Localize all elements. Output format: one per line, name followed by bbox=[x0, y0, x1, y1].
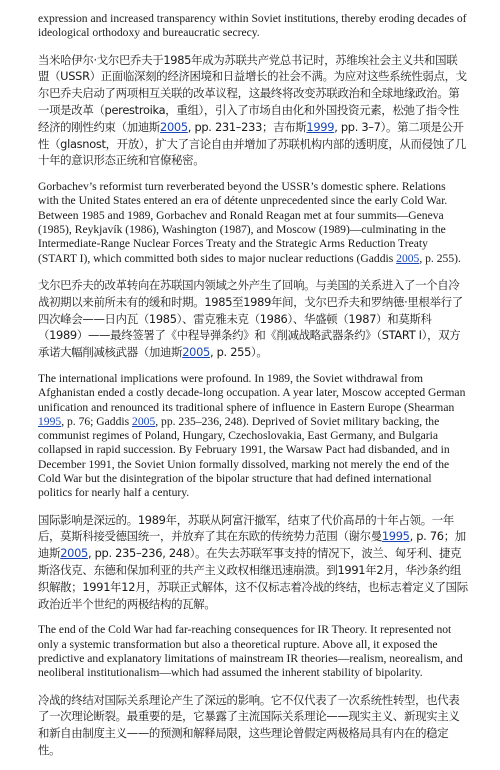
citation-year-link[interactable]: 1995 bbox=[38, 414, 62, 428]
citation-year-link[interactable]: 2005 bbox=[60, 546, 88, 561]
citation-year-link[interactable]: 2005 bbox=[160, 119, 188, 134]
citation-year-link[interactable]: 1999 bbox=[306, 119, 335, 134]
paragraph-text: , p. 76；加迪斯 bbox=[38, 529, 466, 561]
citation-year-link[interactable]: 2005 bbox=[396, 251, 420, 265]
paragraph-text: , pp. 235–236, 248). Deprived of Soviet military backing, the communist regimes of Poland, Hungary, Czechoslovakia, East Germany, and Bulgaria collapsed in rapid succession. By February 1991, the Warsaw Pact had disbanded, and in December 1991, the Soviet Union formally dissolved, marking not merely the end of the Cold War but the disintegration of the bipolar structure that had defined international politics for nearly half a century. bbox=[38, 414, 450, 500]
paragraph-chinese bbox=[38, 277, 468, 361]
citation-year-link[interactable]: 2005 bbox=[132, 414, 156, 428]
paragraph-text: , p. 255). bbox=[419, 251, 461, 265]
paragraph-chinese bbox=[38, 692, 468, 759]
paragraph-text: 国际影响是深远的。1989年，苏联从阿富汗撤军，结束了代价高昂的十年占领。一年后，莫斯科接受德国统一，并放弃了其在东欧的传统势力范围（谢尔曼 bbox=[38, 512, 454, 544]
citation-year-link[interactable]: 2005 bbox=[182, 345, 210, 360]
paragraph-english bbox=[38, 180, 468, 266]
citation-year-link[interactable]: 1995 bbox=[381, 529, 410, 544]
paragraph-text: 戈尔巴乔夫的改革转向在苏联国内领域之外产生了回响。与美国的关系进入了一个自冷战初期以来前所未有的缓和时期。1985至1989年间，戈尔巴乔夫和罗纳德·里根举行了四次峰会——日内瓦（1985）、雷克雅未克（1986）、华盛顿（1987）和莫斯科（1989）——最终签署了《中程导弹条约》和《削减战略武器条约》（START I），双方承诺大幅削减核武器（加迪斯 bbox=[38, 277, 463, 360]
paragraph-chinese bbox=[38, 52, 468, 170]
paragraph-text: , pp. 3–7）。第二项是公开性（glasnost，开放），扩大了言论自由并增加了苏联机构内部的透明度，从而侵蚀了几十年的意识形态正统和官僚秘密。 bbox=[38, 119, 466, 168]
paragraph-text: The end of the Cold War had far-reaching consequences for IR Theory. It represented not only a systemic transformation but also a theoretical rupture. Above all, it exposed the predictive and explanatory limitations of mainstream IR theories—realism, neorealism, and neoliberal institutionalism—which had assumed the inherent stability of bipolarity. bbox=[38, 623, 463, 680]
paragraph-chinese bbox=[38, 512, 468, 613]
paragraph-text: expression and increased transparency within Soviet institutions, thereby eroding decades of ideological orthodoxy and bureaucratic secrecy. bbox=[38, 12, 467, 40]
paragraph-english bbox=[38, 12, 468, 41]
paragraph-text: The international implications were profound. In 1989, the Soviet withdrawal from Afghanistan ended a costly decade-long occupation. A year later, Moscow accepted German unification and renounced its traditional sphere of influence in Eastern Europe (Shearman bbox=[38, 371, 466, 414]
paragraph-english bbox=[38, 372, 468, 501]
paragraph-text: 当米哈伊尔·戈尔巴乔夫于1985年成为苏联共产党总书记时，苏维埃社会主义共和国联盟（USSR）正面临深刻的经济困境和日益增长的社会不满。为应对这些系统性弱点，戈尔巴乔夫启动了两项相互关联的改革议程，这最终将改变苏联政治和全球地缘政治。第一项是改革（perestroika，重组），引入了市场自由化和外国投资元素，松弛了指令性经济的刚性约束（加迪斯 bbox=[38, 52, 467, 134]
paragraph-text: , p. 255）。 bbox=[209, 345, 268, 360]
paragraph-english bbox=[38, 623, 468, 680]
paragraph-text: , p. 76; Gaddis bbox=[61, 414, 133, 428]
document-body bbox=[38, 12, 468, 770]
paragraph-text: , pp. 231–233；吉布斯 bbox=[187, 119, 307, 134]
paragraph-text: 冷战的终结对国际关系理论产生了深远的影响。它不仅代表了一次系统性转型，也代表了一次理论断裂。最重要的是，它暴露了主流国际关系理论——现实主义、新现实主义和新自由制度主义——的预测和解释局限，这些理论曾假定两极格局具有内在的稳定性。 bbox=[38, 692, 460, 757]
paragraph-text: Gorbachev’s reformist turn reverberated beyond the USSR’s domestic sphere. Relations with the United States entered an era of détente unprecedented since the early Cold War. Between 1985 and 1989, Gorbachev and Ronald Reagan met at four summits—Geneva (1985), Reykjavík (1986), Washington (1987), and Moscow (1989)—culminating in the Intermediate-Range Nuclear Forces Treaty and the Strategic Arms Reduction Treaty (START I), which committed both sides to major nuclear reductions (Gaddis bbox=[38, 180, 448, 265]
paragraph-text: , pp. 235–236, 248）。在失去苏联军事支持的情况下，波兰、匈牙利、捷克斯洛伐克、东德和保加利亚的共产主义政权相继迅速崩溃。到1991年2月，华沙条约组织解散；1991年12月，苏联正式解体，这不仅标志着冷战的终结，也标志着定义了国际政治近半个世纪的两极结构的瓦解。 bbox=[38, 546, 468, 611]
